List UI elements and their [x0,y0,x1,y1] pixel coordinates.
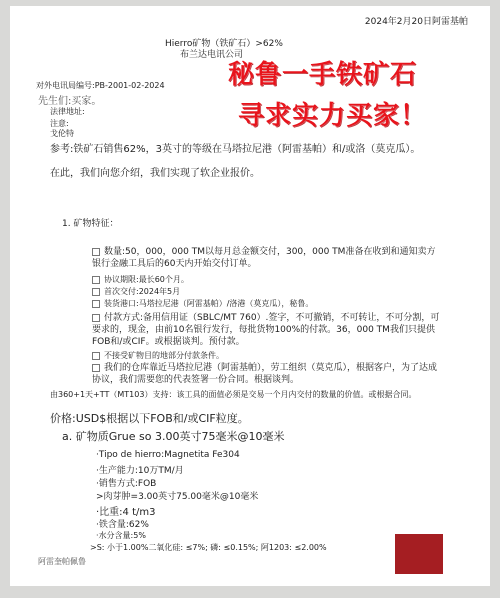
spec-iron-type: ·Tipo de hierro:Magnetita Fe304 [96,450,240,460]
intro-text: 在此，我们向您介绍，我们实现了软企业报价。 [50,168,260,179]
reference-number: 对外电讯局编号:PB-2001-02-2024 [36,81,165,90]
quantity-text: 数量:50，000，000 TM以每月总金额交付，300，000 TM准备在收到和通知卖方银行金融工具后的60天内开始交付订单。 [92,247,436,269]
contract-period-text: 协议期限:最长60个月。 [104,275,189,284]
legal-address-label: 法律地址: [50,107,85,116]
checkbox-icon [92,248,100,256]
headline-1: 秘鲁一手铁矿石 [228,60,418,90]
first-delivery-text: 首次交付:2024年5月 [104,287,181,296]
checkbox-icon [92,314,100,322]
document-date: 2024年2月20日阿雷基帕 [364,17,468,27]
checkbox-icon [92,288,100,296]
payment-text: 付款方式:备用信用证（SBLC/MT 760）.签字，不可撤销，不可转让，不可分割，可要求的，现金，由前10名银行发行，每批货物100%的付款。36，000 TM我们只提供FOB和/或CIF。或根据谈判。预付款。 [92,313,440,347]
contract-period-item [92,274,189,285]
spec-iron-content: ·铁含量:62% [96,520,149,530]
no-partial-payment-item [92,350,224,361]
spec-sale-method: ·销售方式:FOB [96,479,157,489]
spec-moisture: ·水分含量:5% [96,531,146,540]
headline-2: 寻求实力买家！ [238,101,428,131]
payment-item [92,312,442,348]
spec-size: >肉芽肿=3.00英寸75.00毫米@10毫米 [96,492,259,502]
company-name: 布兰达电讯公司 [180,50,244,60]
first-delivery-item [92,286,180,297]
price-text: 价格:USD$根据以下FOB和/或CIF粒度。 [50,412,249,425]
reference-text: 参考:铁矿石销售62%，3英寸的等级在马塔拉尼港（阿雷基帕）和/或洛（莫克瓜）。 [50,144,421,155]
document-page [10,6,490,586]
spec-capacity: ·生产能力:10万TM/月 [96,466,184,476]
spec-gravity: ·比重:4 t/m3 [96,507,156,518]
checkbox-icon [92,352,100,360]
checkbox-icon [92,276,100,284]
checkbox-icon [92,300,100,308]
warehouse-item [92,362,442,386]
mt103-text: 由360+1天+TT（MT103）支持：该工具的面值必须是交易一个月内交付的数量的价值。或根据合同。 [50,390,417,399]
spec-impurities: >S: 小于1.00%二氧化硅: ≤7%; 磷: ≤0.15%; 阿1203: ≤2.00% [90,543,327,552]
warehouse-text: 我们的仓库靠近马塔拉尼港（阿雷基帕），劳工组织（莫克瓜），根据客户，为了达成协议，我们需要您的代表签署一份合同。根据谈判。 [92,363,438,385]
loading-port-item [92,298,313,309]
no-partial-payment-text: 不接受矿物目的地部分付款条件。 [104,351,224,360]
sub-section-a: a. 矿物质Grue so 3.00英寸75毫米@10毫米 [62,430,285,443]
note-label: 注意: [50,119,69,128]
checkbox-icon [92,364,100,372]
greeting: 先生们:买家。 [38,96,102,107]
section-title: 1. 矿物特征： [62,219,119,229]
red-stamp [395,534,443,574]
loading-port-text: 装货港口:马塔拉尼港（阿雷基帕）/洛港（莫克瓜），秘鲁。 [104,299,314,308]
subject-line: Hierro矿物（铁矿石）>62% [165,39,283,49]
quantity-item [92,246,442,270]
note-name: 戈伦特 [50,129,74,138]
footer-signature: 阿雷奎帕佩鲁 [38,557,86,566]
